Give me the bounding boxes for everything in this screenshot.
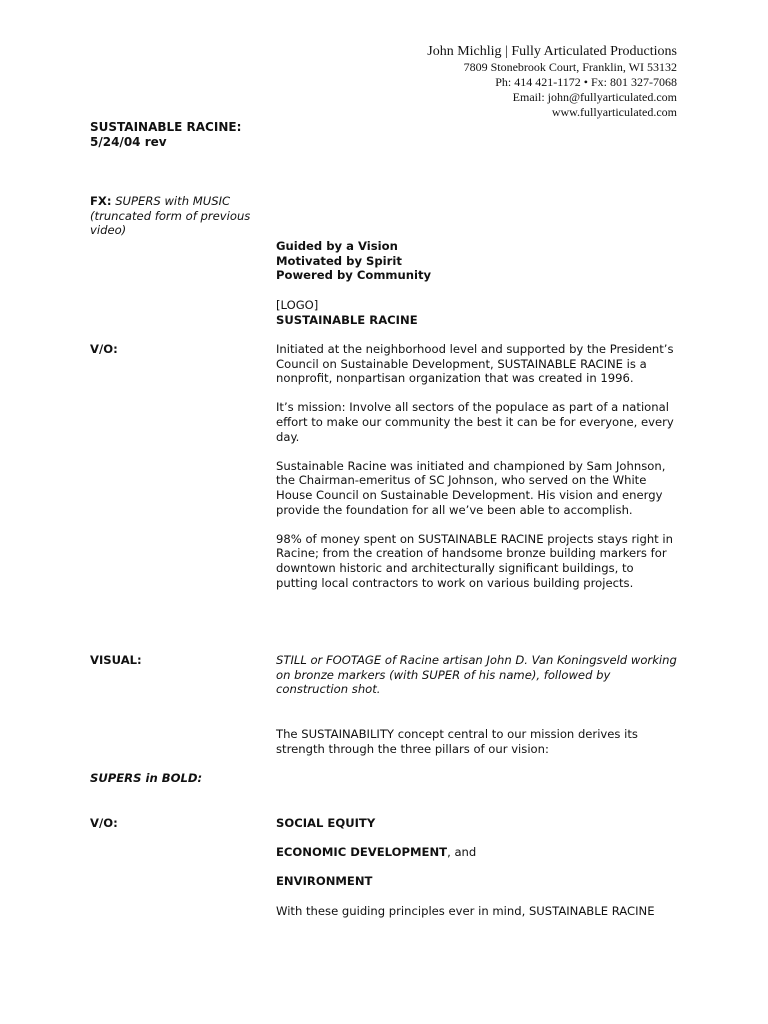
- vo-paragraph-1: Initiated at the neighborhood level and supported by the President’s Council on Sustainable Development, SUSTAINABLE RACINE is a nonprofit, nonpartisan organization that was created in 1996.: [276, 342, 674, 386]
- vo-paragraph-3: Sustainable Racine was initiated and championed by Sam Johnson, the Chairman-emeritus of SC Johnson, who served on the White House Council on Sustainable Development. His vision and energy provide the foundation for all we’ve been able to accomplish.: [276, 458, 666, 517]
- vo-paragraph-2: It’s mission: Involve all sectors of the populace as part of a national effort to make our community the best it can be for everyone, every day.: [276, 400, 674, 444]
- vo-label-1: V/O:: [90, 342, 118, 356]
- fx-cue: [90, 194, 270, 238]
- visual-label: VISUAL:: [90, 653, 142, 667]
- fx-text: SUPERS with MUSIC (truncated form of previous video): [90, 194, 251, 238]
- vo-block-1: [276, 342, 678, 605]
- title-line-1: SUSTAINABLE RACINE:: [90, 120, 242, 134]
- pillar-environment: ENVIRONMENT: [276, 874, 373, 889]
- letterhead: [427, 44, 677, 120]
- pillar-economic-development-line: [276, 845, 678, 860]
- title-revision: 5/24/04 rev: [90, 135, 167, 149]
- letterhead-address: 7809 Stonebrook Court, Franklin, WI 53132: [463, 60, 677, 74]
- logo-block: [276, 298, 678, 327]
- letterhead-name-company: John Michlig | Fully Articulated Productions: [427, 44, 677, 59]
- vo-paragraph-4: 98% of money spent on SUSTAINABLE RACINE projects stays right in Racine; from the creation of handsome bronze building markers for downtown historic and architecturally significant buildings, to putting local contractors to work on various building projects.: [276, 531, 673, 590]
- vo-label-2: V/O:: [90, 816, 118, 830]
- script-title: [90, 120, 241, 150]
- supers-bold-label: SUPERS in BOLD:: [90, 771, 203, 785]
- letterhead-web: www.fullyarticulated.com: [551, 105, 677, 119]
- logo-name: SUSTAINABLE RACINE: [276, 312, 418, 327]
- fx-label: FX:: [90, 194, 112, 208]
- closing-line: With these guiding principles ever in mind, SUSTAINABLE RACINE: [276, 903, 655, 918]
- letterhead-phone: Ph: 414 421-1172 • Fx: 801 327-7068: [495, 75, 677, 89]
- super-line-1: Guided by a Vision: [276, 239, 398, 253]
- visual-text: STILL or FOOTAGE of Racine artisan John D. Van Koningsveld working on bronze markers (with SUPER of his name), followed by construction shot.: [276, 653, 677, 697]
- vo-block-2: [276, 816, 678, 918]
- logo-placeholder: [LOGO]: [276, 298, 319, 312]
- opening-supers: [276, 239, 678, 283]
- pillar-economic-development: ECONOMIC DEVELOPMENT: [276, 845, 448, 860]
- pillar-social-equity: SOCIAL EQUITY: [276, 816, 376, 830]
- super-line-2: Motivated by Spirit: [276, 253, 402, 268]
- pillar-and-suffix: , and: [447, 845, 477, 860]
- concept-text: The SUSTAINABILITY concept central to our mission derives its strength through the three pillars of our vision:: [276, 727, 638, 756]
- letterhead-email: Email: john@fullyarticulated.com: [512, 90, 677, 104]
- super-line-3: Powered by Community: [276, 268, 432, 283]
